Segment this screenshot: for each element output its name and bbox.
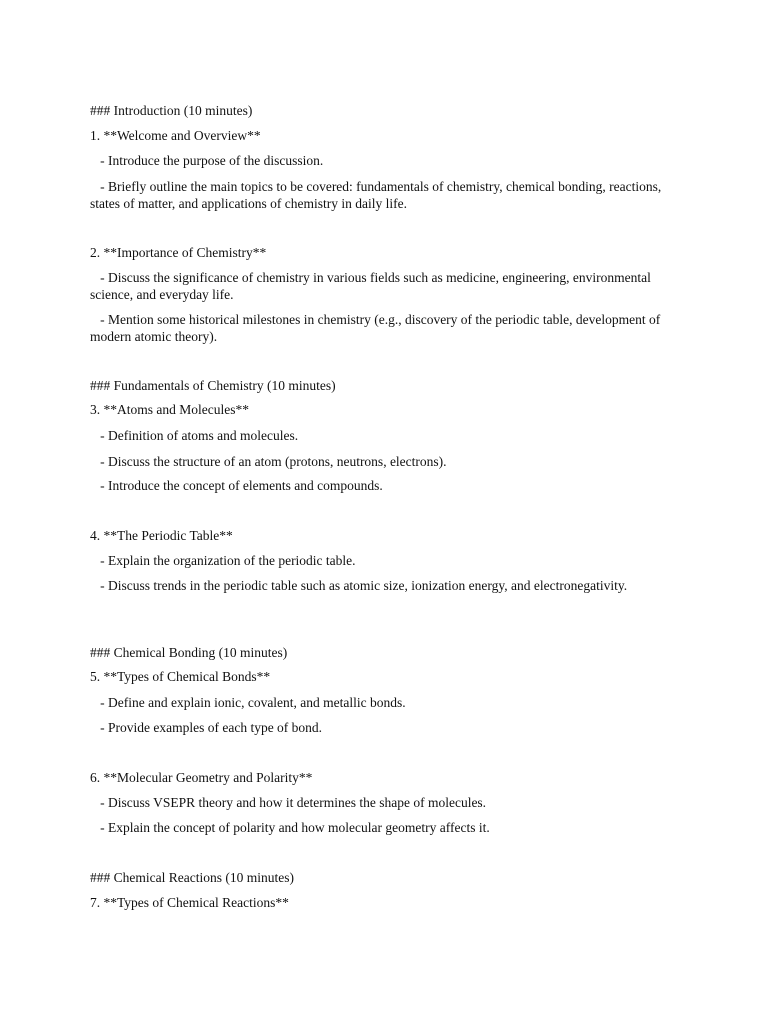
bullet-item: - Discuss the structure of an atom (protons, neutrons, electrons).: [90, 454, 447, 469]
bullet-item: - Define and explain ionic, covalent, and metallic bonds.: [90, 695, 406, 710]
bullet-item: - Discuss trends in the periodic table such as atomic size, ionization energy, and electronegativity.: [90, 578, 628, 593]
topic-heading: 7. **Types of Chemical Reactions**: [90, 895, 289, 910]
bullet-item: - Explain the concept of polarity and how molecular geometry affects it.: [90, 820, 490, 835]
topic-heading: 6. **Molecular Geometry and Polarity**: [90, 770, 313, 785]
topic-heading: 5. **Types of Chemical Bonds**: [90, 669, 271, 684]
bullet-item: - Definition of atoms and molecules.: [90, 428, 299, 443]
bullet-item: - Introduce the purpose of the discussion.: [90, 153, 324, 168]
bullet-item: - Provide examples of each type of bond.: [90, 720, 323, 735]
section-heading: ### Introduction (10 minutes): [90, 103, 253, 118]
bullet-item: - Mention some historical milestones in chemistry (e.g., discovery of the periodic table, development of modern atomic theory).: [90, 312, 661, 344]
topic-heading: 1. **Welcome and Overview**: [90, 128, 261, 143]
topic-heading: 2. **Importance of Chemistry**: [90, 245, 267, 260]
bullet-item: - Discuss VSEPR theory and how it determines the shape of molecules.: [90, 795, 487, 810]
bullet-item: - Introduce the concept of elements and compounds.: [90, 478, 383, 493]
bullet-item: - Discuss the significance of chemistry in various fields such as medicine, engineering, environmental science, and everyday life.: [90, 270, 651, 302]
section-heading: ### Chemical Reactions (10 minutes): [90, 870, 294, 885]
topic-heading: 3. **Atoms and Molecules**: [90, 402, 249, 417]
section-heading: ### Fundamentals of Chemistry (10 minutes): [90, 378, 336, 393]
topic-heading: 4. **The Periodic Table**: [90, 528, 233, 543]
bullet-item: - Briefly outline the main topics to be covered: fundamentals of chemistry, chemical bonding, reactions, states of matter, and applications of chemistry in daily life.: [90, 179, 662, 211]
bullet-item: - Explain the organization of the periodic table.: [90, 553, 356, 568]
section-heading: ### Chemical Bonding (10 minutes): [90, 645, 288, 660]
